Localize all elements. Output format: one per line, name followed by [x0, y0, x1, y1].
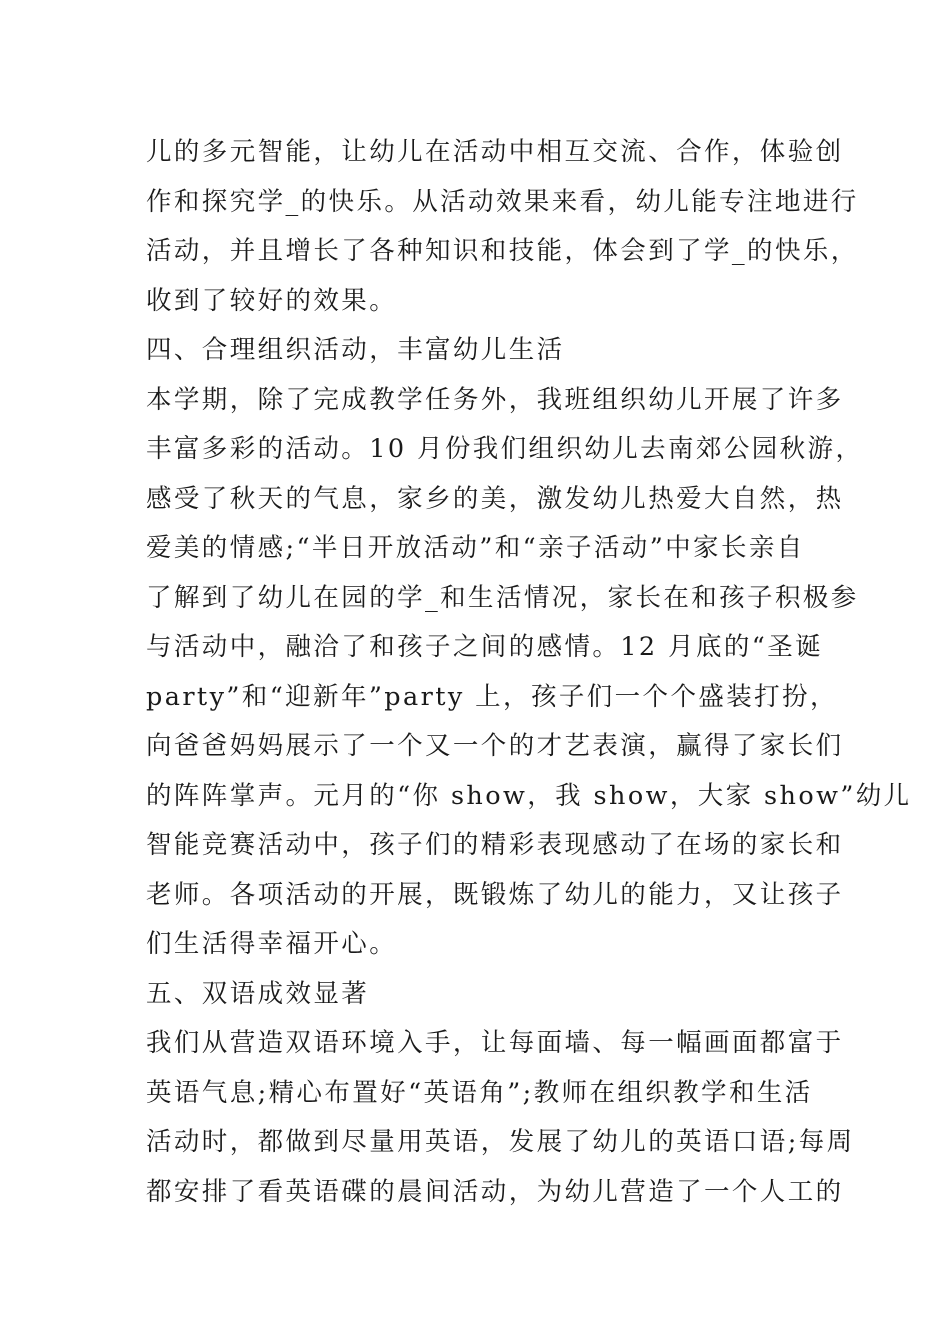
- text-line: 收到了较好的效果。: [146, 285, 398, 316]
- text-line: 智能竞赛活动中，孩子们的精彩表现感动了在场的家长和: [146, 830, 844, 860]
- text-line: 活动，并且增长了各种知识和技能，体会到了学_的快乐，: [146, 236, 859, 266]
- text-line: 作和探究学_的快乐。从活动效果来看，幼儿能专注地进行: [146, 186, 859, 217]
- document-page: [146, 128, 912, 1217]
- text-line: 活动时，都做到尽量用英语，发展了幼儿的英语口语;每周: [146, 1127, 855, 1157]
- text-line: 儿的多元智能，让幼儿在活动中相互交流、合作，体验创: [146, 137, 844, 167]
- text-line: 老师。各项活动的开展，既锻炼了幼儿的能力，又让孩子: [146, 879, 844, 910]
- text-line: 爱美的情感;“半日开放活动”和“亲子活动”中家长亲自: [146, 533, 805, 563]
- text-line: 们生活得幸福开心。: [146, 929, 398, 959]
- text-line: 感受了秋天的气息，家乡的美，激发幼儿热爱大自然，热: [146, 483, 844, 514]
- section-heading: 四、合理组织活动，丰富幼儿生活: [146, 335, 565, 365]
- text-line: 我们从营造双语环境入手，让每面墙、每一幅画面都富于: [146, 1028, 844, 1058]
- text-line: 本学期，除了完成教学任务外，我班组织幼儿开展了许多: [146, 384, 844, 415]
- text-line: 与活动中，融洽了和孩子之间的感情。12 月底的“圣诞: [146, 632, 823, 662]
- text-line: 都安排了看英语碟的晨间活动，为幼儿营造了一个人工的: [146, 1176, 844, 1207]
- text-line: 英语气息;精心布置好“英语角”;教师在组织教学和生活: [146, 1077, 813, 1108]
- text-line: 了解到了幼儿在园的学_和生活情况，家长在和孩子积极参: [146, 582, 859, 613]
- text-line: 丰富多彩的活动。10 月份我们组织幼儿去南郊公园秋游，: [146, 434, 864, 464]
- text-line: 向爸爸妈妈展示了一个又一个的才艺表演，赢得了家长们: [146, 731, 844, 761]
- text-line: 的阵阵掌声。元月的“你 show，我 show，大家 show”幼儿: [146, 780, 912, 811]
- section-heading: 五、双语成效显著: [146, 978, 370, 1009]
- text-line: party”和“迎新年”party 上，孩子们一个个盛装打扮，: [146, 681, 838, 712]
